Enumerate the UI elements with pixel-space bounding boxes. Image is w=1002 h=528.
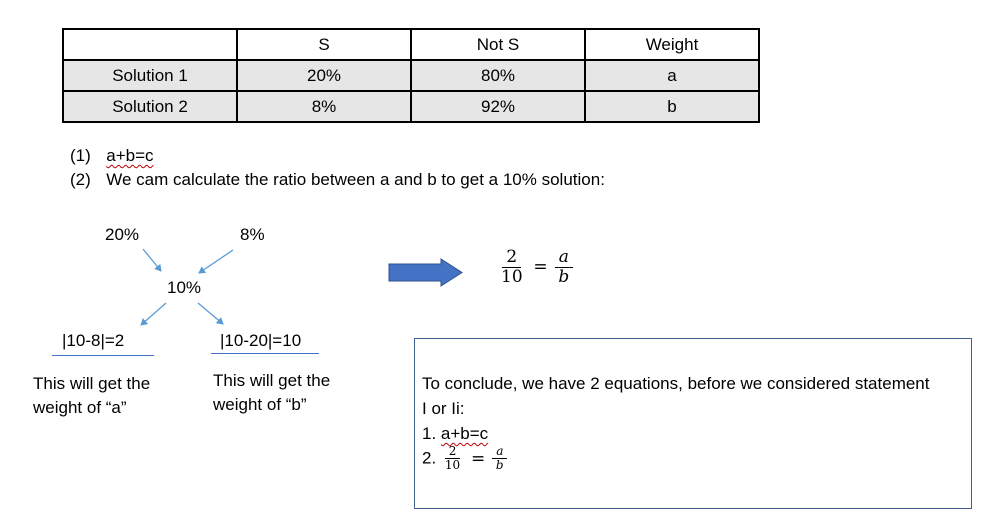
- conclusion-item-1-number: 1.: [422, 424, 437, 443]
- conclusion-equals: =: [470, 448, 486, 469]
- ratio-denominator-left: 10: [501, 266, 523, 287]
- conclusion-numerator-left: 2: [445, 445, 461, 459]
- step-2-number: (2): [70, 170, 91, 189]
- caption-right-line1: This will get the: [213, 371, 331, 390]
- table-cell: Solution 1: [63, 60, 237, 91]
- table-cell: 20%: [237, 60, 411, 91]
- table-cell: a: [585, 60, 759, 91]
- arrow-bottom-left: [141, 303, 166, 325]
- table-cell: 92%: [411, 91, 585, 122]
- ratio-fraction-left: [497, 248, 527, 286]
- ratio-numerator-right: a: [555, 248, 573, 268]
- conclusion-item-2-number: 2.: [422, 448, 437, 468]
- caption-right-line2: weight of “b”: [213, 395, 307, 414]
- conclusion-fraction-left: [441, 445, 464, 472]
- conclusion-box: [414, 338, 972, 509]
- ratio-equation: [497, 248, 573, 286]
- conclusion-line1: To conclude, we have 2 equations, before we considered statement: [422, 374, 930, 393]
- caption-left-line1: This will get the: [33, 374, 151, 393]
- step-2-text: We cam calculate the ratio between a and b to get a 10% solution:: [106, 170, 605, 189]
- conclusion-denominator-left: 10: [444, 458, 461, 473]
- conclusion-item-1-text: a+b=c: [440, 424, 489, 443]
- ratio-equals: =: [533, 257, 548, 278]
- diagram-top-left-value: 20%: [105, 225, 140, 244]
- arrow-bottom-right: [198, 303, 223, 324]
- step-1-number: (1): [70, 146, 91, 165]
- caption-left-line2: weight of “a”: [33, 398, 127, 417]
- block-right-arrow-icon: [389, 259, 462, 286]
- table-cell: b: [585, 91, 759, 122]
- diagram-top-right-value: 8%: [240, 225, 265, 244]
- arrow-top-right: [199, 250, 233, 273]
- table-cell: 8%: [237, 91, 411, 122]
- header-cell-not-s: Not S: [411, 29, 585, 60]
- table-cell: Solution 2: [63, 91, 237, 122]
- ratio-numerator-left: 2: [502, 248, 521, 268]
- step-1-text: a+b=c: [106, 146, 154, 165]
- conclusion-line2: I or Ii:: [422, 399, 465, 418]
- header-cell-weight: Weight: [585, 29, 759, 60]
- conclusion-denominator-right: b: [495, 458, 504, 473]
- ratio-denominator-right: b: [558, 266, 570, 287]
- header-cell-s: S: [237, 29, 411, 60]
- conclusion-numerator-right: a: [492, 445, 507, 459]
- conclusion-item-1: [422, 424, 488, 444]
- diagram-bottom-left-value: |10-8|=2: [62, 331, 125, 350]
- conclusion-item-2: [422, 445, 508, 472]
- table-cell: 80%: [411, 60, 585, 91]
- arrow-top-left: [143, 249, 161, 271]
- diagram-bottom-right-value: |10-20|=10: [220, 331, 302, 350]
- diagram-center-value: 10%: [167, 278, 202, 297]
- conclusion-fraction-right: [492, 445, 508, 472]
- ratio-fraction-right: [554, 248, 573, 286]
